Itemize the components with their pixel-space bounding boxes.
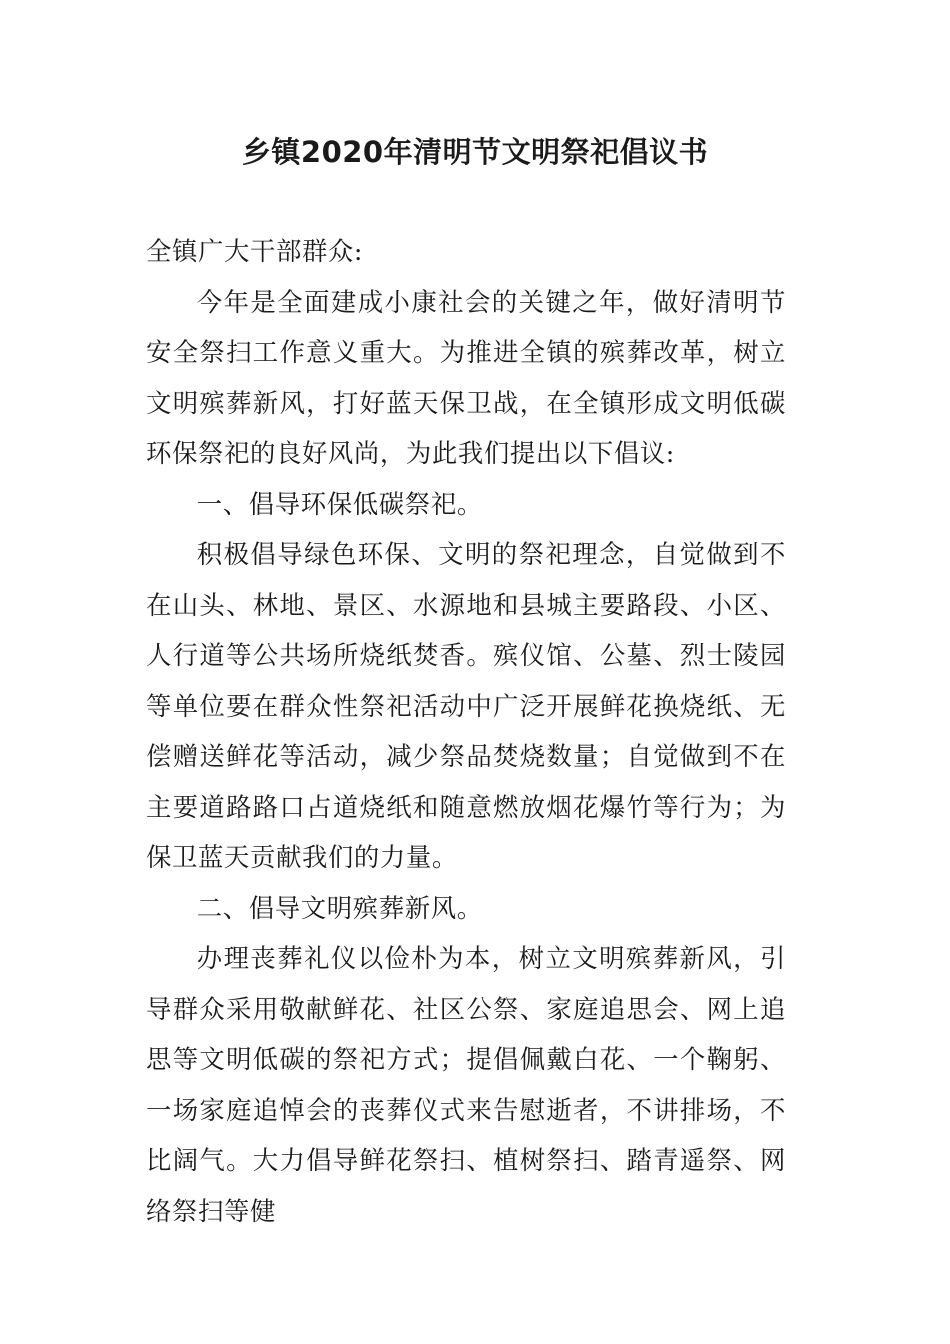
section-heading-2: 二、倡导文明殡葬新风。: [196, 892, 483, 923]
document-body: [146, 226, 786, 1236]
paragraph-intro: 今年是全面建成小康社会的关键之年，做好清明节安全祭扫工作意义重大。为推进全镇的殡葬改革，树立文明殡葬新风，打好蓝天保卫战，在全镇形成文明低碳环保祭祀的良好风尚，为此我们提出以下倡议:: [146, 286, 786, 468]
section-heading-1: 一、倡导环保低碳祭祀。: [196, 488, 483, 519]
paragraph-section-2: 办理丧葬礼仪以俭朴为本，树立文明殡葬新风，引导群众采用敬献鲜花、社区公祭、家庭追思会、网上追思等文明低碳的祭祀方式；提倡佩戴白花、一个鞠躬、一场家庭追悼会的丧葬仪式来告慰逝者，不讲排场，不比阔气。大力倡导鲜花祭扫、植树祭扫、踏青遥祭、网络祭扫等健: [146, 943, 786, 1226]
paragraph-section-1: 积极倡导绿色环保、文明的祭祀理念，自觉做到不在山头、林地、景区、水源地和县城主要路段、小区、人行道等公共场所烧纸焚香。殡仪馆、公墓、烈士陵园等单位要在群众性祭祀活动中广泛开展鲜花换烧纸、无偿赠送鲜花等活动，减少祭品焚烧数量；自觉做到不在主要道路路口占道烧纸和随意燃放烟花爆竹等行为；为保卫蓝天贡献我们的力量。: [146, 539, 786, 872]
salutation: 全镇广大干部群众:: [146, 236, 364, 266]
document-title: 乡镇2020年清明节文明祭祀倡议书: [241, 135, 709, 169]
